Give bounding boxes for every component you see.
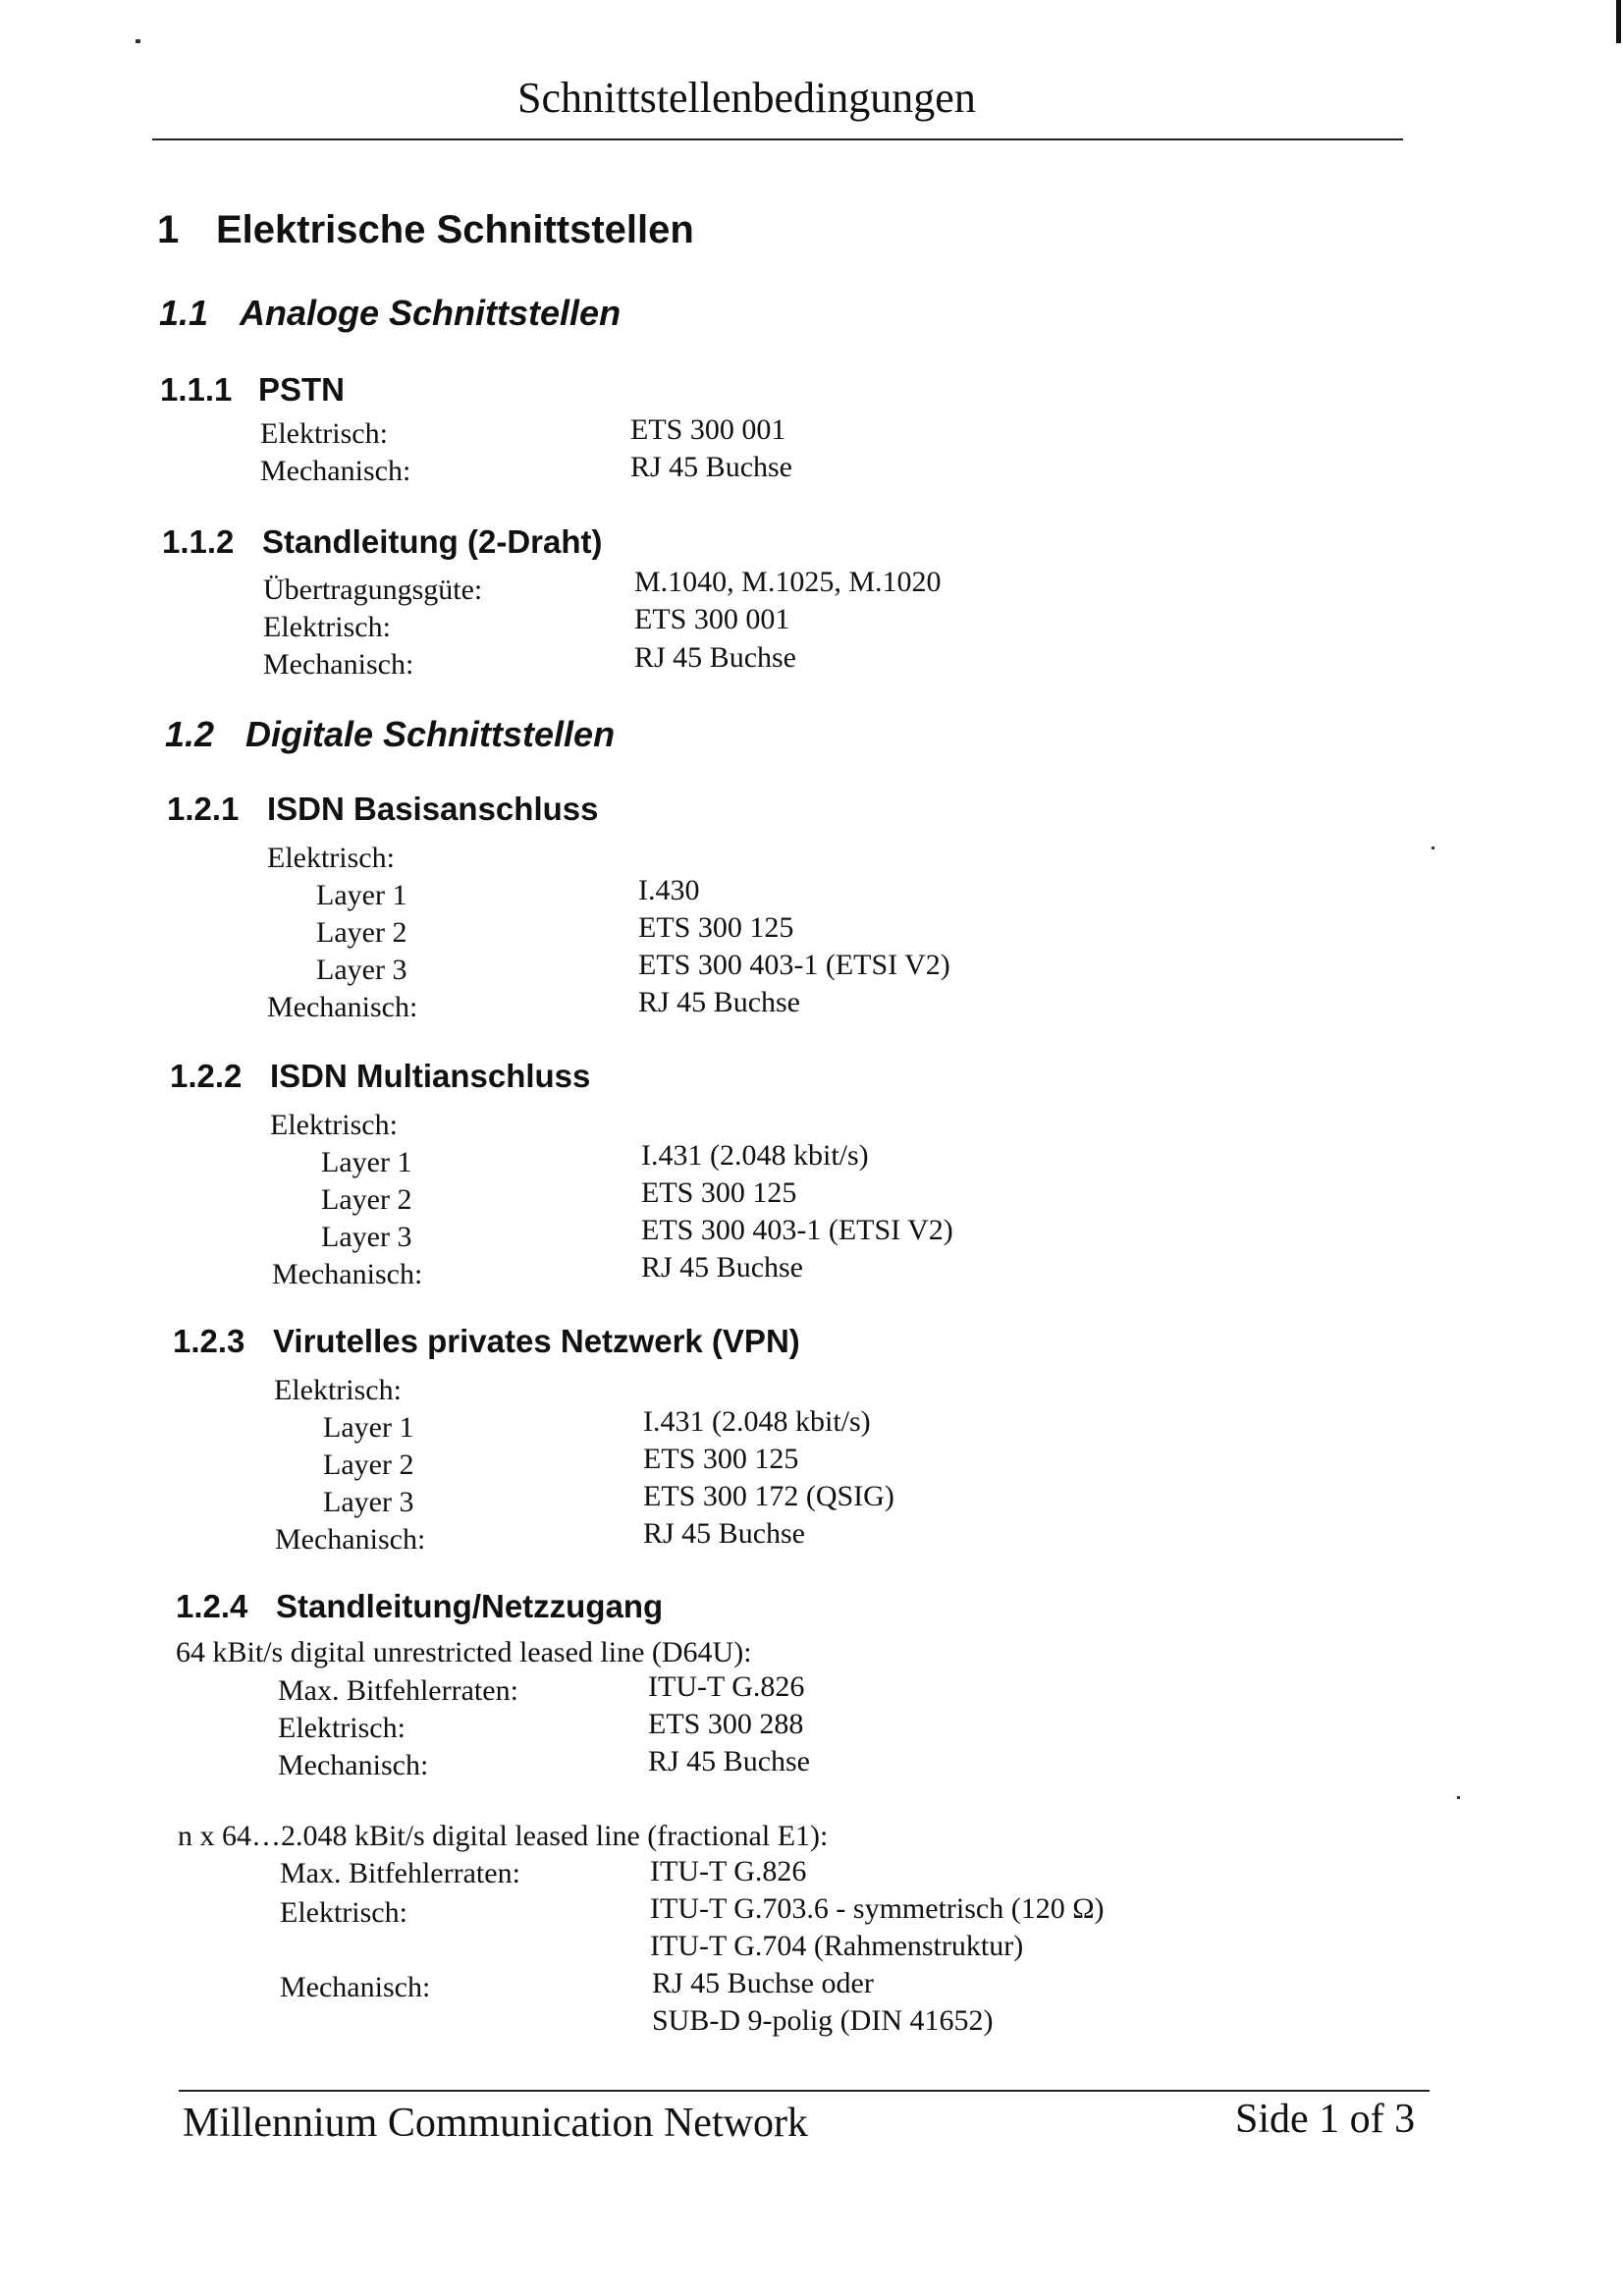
scan-edge-mark bbox=[1616, 0, 1621, 43]
spec-label: Mechanisch: bbox=[263, 648, 414, 681]
footer-rule bbox=[179, 2090, 1430, 2092]
section-heading-1-1-2: 1.1.2 Standleitung (2-Draht) bbox=[162, 523, 603, 560]
section-heading-1-2-2: 1.2.2 ISDN Multianschluss bbox=[170, 1058, 591, 1094]
spec-label: Mechanisch: bbox=[275, 1523, 426, 1556]
spec-label: Layer 3 bbox=[323, 1486, 414, 1518]
header-rule bbox=[152, 138, 1403, 140]
spec-label: Layer 3 bbox=[316, 954, 407, 986]
spec-value: I.430 bbox=[638, 874, 700, 906]
spec-value: ETS 300 172 (QSIG) bbox=[643, 1480, 894, 1512]
spec-label: Elektrisch: bbox=[270, 1109, 398, 1141]
spec-value: I.431 (2.048 kbit/s) bbox=[641, 1139, 869, 1172]
spec-value: I.431 (2.048 kbit/s) bbox=[643, 1405, 871, 1438]
spec-label: Mechanisch: bbox=[278, 1749, 429, 1781]
spec-value: ITU-T G.703.6 - symmetrisch (120 Ω) bbox=[650, 1892, 1105, 1925]
spec-value: RJ 45 Buchse bbox=[643, 1517, 805, 1550]
spec-label: Mechanisch: bbox=[272, 1258, 423, 1290]
section-heading-1-1: 1.1 Analoge Schnittstellen bbox=[159, 293, 622, 333]
spec-value: ETS 300 125 bbox=[638, 911, 794, 944]
footer-page-number: Side 1 of 3 bbox=[1235, 2097, 1416, 2142]
spec-label: Elektrisch: bbox=[278, 1712, 406, 1744]
spec-label: Mechanisch: bbox=[267, 991, 418, 1023]
spec-label: Layer 1 bbox=[323, 1411, 414, 1444]
page-header-title: Schnittstellenbedingungen bbox=[517, 74, 976, 122]
spec-value: RJ 45 Buchse bbox=[630, 451, 792, 483]
spec-label: Mechanisch: bbox=[260, 455, 411, 487]
spec-value: ETS 300 125 bbox=[641, 1176, 797, 1209]
spec-value: ETS 300 001 bbox=[634, 603, 790, 635]
spec-label: Layer 2 bbox=[321, 1183, 412, 1216]
spec-value: ETS 300 403-1 (ETSI V2) bbox=[638, 949, 950, 981]
spec-label: Elektrisch: bbox=[263, 611, 391, 643]
spec-label: Layer 1 bbox=[321, 1146, 412, 1178]
spec-value: ETS 300 125 bbox=[643, 1443, 799, 1475]
spec-value: ITU-T G.826 bbox=[650, 1855, 807, 1887]
section-heading-1-2: 1.2 Digitale Schnittstellen bbox=[165, 714, 616, 754]
spec-value: ETS 300 403-1 (ETSI V2) bbox=[641, 1214, 953, 1246]
spec-label: Elektrisch: bbox=[267, 842, 395, 874]
spec-value: RJ 45 Buchse bbox=[638, 986, 800, 1018]
spec-label: Übertragungsgüte: bbox=[263, 574, 483, 606]
section-heading-1-2-4: 1.2.4 Standleitung/Netzzugang bbox=[176, 1588, 664, 1624]
spec-value: M.1040, M.1025, M.1020 bbox=[634, 566, 942, 598]
spec-label: Max. Bitfehlerraten: bbox=[278, 1674, 518, 1707]
spec-value: RJ 45 Buchse bbox=[634, 641, 796, 674]
spec-value: ETS 300 288 bbox=[648, 1708, 804, 1740]
spec-value: RJ 45 Buchse oder bbox=[652, 1967, 874, 1999]
footer-company: Millennium Communication Network bbox=[183, 2101, 808, 2146]
group-intro: n x 64…2.048 kBit/s digital leased line (fractional E1): bbox=[178, 1820, 829, 1852]
spec-label: Elektrisch: bbox=[260, 417, 388, 450]
spec-value: RJ 45 Buchse bbox=[648, 1745, 810, 1777]
section-heading-1-2-1: 1.2.1 ISDN Basisanschluss bbox=[167, 791, 599, 827]
spec-label: Layer 2 bbox=[316, 916, 407, 949]
spec-label: Layer 3 bbox=[321, 1221, 412, 1253]
spec-label: Elektrisch: bbox=[280, 1896, 407, 1929]
section-heading-1-1-1: 1.1.1 PSTN bbox=[160, 371, 346, 408]
group-intro: 64 kBit/s digital unrestricted leased line (D64U): bbox=[176, 1636, 752, 1668]
spec-value: ITU-T G.704 (Rahmenstruktur) bbox=[650, 1930, 1024, 1962]
scan-speck bbox=[1457, 1796, 1460, 1799]
spec-value: ETS 300 001 bbox=[630, 413, 786, 446]
spec-label: Mechanisch: bbox=[280, 1971, 431, 2003]
spec-value: ITU-T G.826 bbox=[648, 1670, 805, 1703]
spec-label: Elektrisch: bbox=[274, 1374, 402, 1406]
spec-value: SUB-D 9-polig (DIN 41652) bbox=[652, 2004, 994, 2037]
section-heading-1: 1 Elektrische Schnittstellen bbox=[157, 208, 694, 251]
spec-label: Max. Bitfehlerraten: bbox=[280, 1857, 520, 1889]
section-heading-1-2-3: 1.2.3 Virutelles privates Netzwerk (VPN) bbox=[173, 1323, 800, 1359]
scan-speck bbox=[1432, 847, 1434, 849]
spec-value: RJ 45 Buchse bbox=[641, 1251, 803, 1284]
spec-label: Layer 1 bbox=[316, 879, 407, 911]
scan-speck bbox=[135, 39, 140, 43]
spec-label: Layer 2 bbox=[323, 1449, 414, 1481]
